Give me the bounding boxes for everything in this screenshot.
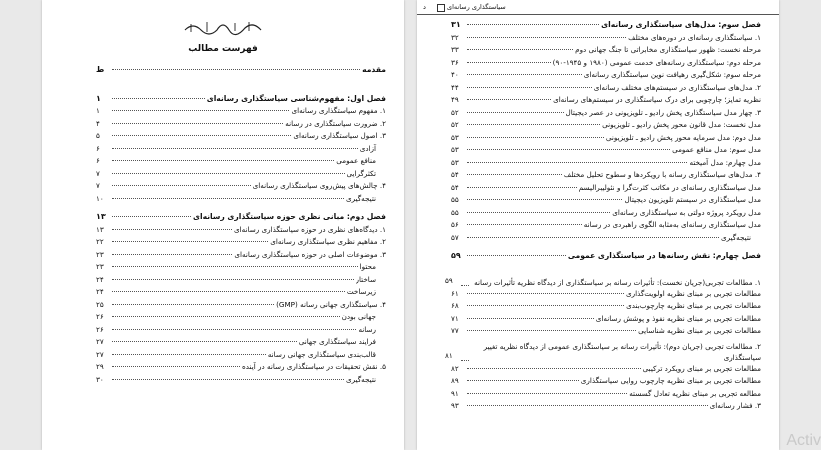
toc-chapter-heading[interactable]: فصل دوم: مبانی نظری حوزه سیاستگذاری رسانه‌ای ۱۳: [96, 212, 386, 221]
toc-page-right: [417, 0, 779, 450]
toc-intro[interactable]: مقدمه ط: [96, 65, 386, 74]
toc-entry[interactable]: جهانی بودن ۲۶: [96, 312, 376, 321]
toc-entry[interactable]: ۱. مطالعات تجربی(جریان نخست): تأثیرات رسانه بر سیاستگذاری از دیدگاه نظریه تأثیرات رسانه ۵۹: [445, 276, 761, 287]
toc-entry[interactable]: محتوا ۲۳: [96, 262, 376, 271]
toc-entry[interactable]: مطالعات تجربی بر مبنای نظریه نفوذ و پوشش رسانه‌ای ۷۱: [451, 313, 761, 323]
toc-entry[interactable]: ۲. مطالعات تجربی (جریان دوم): تأثیرات رسانه بر سیاستگذاری عمومی از دیدگاه نظریه تغییر سیاستگذاری ۸۱: [445, 341, 761, 362]
toc-entry[interactable]: مطالعات تجربی بر مبنای نظریه شناسایی ۷۷: [451, 326, 761, 335]
toc-entry[interactable]: آزادی ۶: [96, 143, 376, 153]
toc-entry[interactable]: مدل دوم: مدل سرمایه محور پخش رادیو ـ تلویزیونی ۵۳: [451, 132, 761, 142]
toc-entry[interactable]: مدل سیاستگذاری در سیستم تلویزیون دیجیتال ۵۵: [451, 195, 761, 204]
basmala-calligraphy-icon: [183, 18, 263, 36]
basmala-calligraphy: [42, 18, 404, 36]
toc-left-list: [96, 64, 386, 386]
toc-entry[interactable]: مدل نخست: مدل قانون محور پخش رادیو ـ تلویزیونی ۵۲: [451, 120, 761, 129]
running-header: [417, 0, 779, 15]
toc-entry[interactable]: ۴. مدل‌های سیاستگذاری رسانه با رویکردها و سطوح تحلیل مختلف ۵۴: [451, 170, 761, 179]
toc-entry[interactable]: مدل سیاستگذاری رسانه‌ای به‌مثابه الگوی راهبردی در رسانه ۵۶: [451, 220, 761, 229]
toc-entry[interactable]: ۲. ضرورت سیاستگذاری در رسانه ۴: [96, 118, 386, 128]
toc-entry[interactable]: منافع عمومی ۶: [96, 156, 376, 165]
toc-entry[interactable]: قالب‌بندی سیاستگذاری جهانی رسانه ۲۷: [96, 349, 376, 359]
toc-entry[interactable]: فرایند سیاستگذاری جهانی ۲۷: [96, 337, 376, 346]
toc-entry[interactable]: ۲. مفاهیم نظری سیاستگذاری رسانه‌ای ۲۲: [96, 237, 386, 246]
toc-chapter-heading[interactable]: فصل سوم: مدل‌های سیاستگذاری رسانه‌ای ۳۱: [451, 20, 761, 29]
toc-entry[interactable]: ۵. نقش تحقیقات در سیاستگذاری رسانه در آینده ۲۹: [96, 362, 386, 371]
toc-title: فهرست مطالب: [188, 44, 258, 54]
toc-entry[interactable]: مدل رویکرد پروژه دولتی به سیاستگذاری رسانه‌ای ۵۵: [451, 207, 761, 217]
toc-entry[interactable]: ۳. چهار مدل سیاستگذاری پخش رادیو ـ تلویزیونی در عصر دیجیتال ۵۲: [451, 107, 761, 117]
toc-entry[interactable]: مطالعات تجربی بر مبنای نظریه چارچوب‌بندی ۶۸: [451, 301, 761, 310]
toc-entry[interactable]: رسانه ۲۶: [96, 324, 376, 334]
toc-entry[interactable]: نتیجه‌گیری ۱۰: [96, 193, 376, 203]
toc-entry[interactable]: ۱. سیاستگذاری رسانه‌ای در دوره‌های مختلف ۳۲: [451, 32, 761, 42]
toc-chapter-heading[interactable]: فصل چهارم: نقش رسانه‌ها در سیاستگذاری عمومی ۵۹: [451, 251, 761, 260]
header-box-icon: [437, 4, 445, 12]
toc-entry[interactable]: ۳. موضوعات اصلی در حوزه سیاستگذاری رسانه‌ای ۲۳: [96, 249, 386, 259]
header-page-label: د: [423, 3, 426, 11]
toc-entry[interactable]: نتیجه‌گیری ۵۷: [451, 232, 751, 242]
toc-entry[interactable]: مطالعات تجربی بر مبنای نظریه چارچوب روایی سیاستگذاری ۸۹: [451, 376, 761, 385]
toc-entry[interactable]: ساختار ۲۴: [96, 274, 376, 284]
toc-entry[interactable]: ۳. فشار رسانه‌ای ۹۳: [451, 401, 761, 410]
toc-entry[interactable]: نظریه تمایز؛ چارچوبی برای درک سیاستگذاری در سیستم‌های رسانه‌ای ۴۹: [451, 95, 761, 104]
toc-entry[interactable]: مدل چهارم: مدل آمیخته ۵۳: [451, 157, 761, 167]
toc-entry[interactable]: مدل سیاستگذاری رسانه‌ای در مکاتب کثرت‌گرا و نئولیبرالیسم ۵۴: [451, 182, 761, 192]
toc-entry[interactable]: مطالعات تجربی بر مبنای رویکرد ترکیبی ۸۲: [451, 363, 761, 373]
header-running-title: سیاستگذاری رسانه‌ای: [447, 3, 506, 11]
toc-entry[interactable]: مدل سوم: مدل منافع عمومی ۵۳: [451, 145, 761, 154]
toc-page-left: [42, 0, 404, 450]
toc-entry[interactable]: مرحله سوم: شکل‌گیری رهیافت نوین سیاستگذاری رسانه‌ای ۴۰: [451, 70, 761, 79]
toc-entry[interactable]: مرحله نخست: ظهور سیاستگذاری مخابراتی تا جنگ جهانی دوم ۳۳: [451, 45, 761, 54]
toc-entry[interactable]: مطالعات تجربی بر مبنای نظریه اولویت‌گذاری ۶۱: [451, 288, 761, 298]
toc-entry[interactable]: ۱. دیدگاه‌های نظری در حوزه سیاستگذاری رسانه‌ای ۱۳: [96, 224, 386, 234]
toc-entry[interactable]: ۴. سیاستگذاری جهانی رسانه (GMP) ۲۵: [96, 299, 386, 309]
toc-entry[interactable]: ۳. اصول سیاستگذاری رسانه‌ای ۵: [96, 131, 386, 140]
toc-right-list: [445, 19, 761, 413]
toc-entry[interactable]: ۲. مدل‌های سیاستگذاری در سیستم‌های مختلف رسانه‌ای ۴۴: [451, 82, 761, 92]
toc-chapter-heading[interactable]: فصل اول: مفهوم‌شناسی سیاستگذاری رسانه‌ای ۱: [96, 93, 386, 103]
activation-watermark: Activ: [786, 432, 821, 449]
toc-entry[interactable]: مرحله دوم: سیاستگذاری رسانه‌های خدمت عمومی (۱۹۸۰ و ۱۹۴۵-۹۰) ۳۶: [451, 57, 761, 67]
toc-entry[interactable]: ۴. چالش‌های پیش‌روی سیاستگذاری رسانه‌ای ۷: [96, 181, 386, 190]
toc-entry[interactable]: تکثرگرایی ۷: [96, 168, 376, 178]
toc-entry[interactable]: مطالعه تجربی بر مبنای نظریه تعادل گسسته ۹۱: [451, 388, 761, 398]
toc-entry[interactable]: نتیجه‌گیری ۳۰: [96, 374, 376, 384]
toc-entry[interactable]: زیرساخت ۲۴: [96, 287, 376, 296]
toc-entry[interactable]: ۱. مفهوم سیاستگذاری رسانه‌ای ۱: [96, 106, 386, 115]
